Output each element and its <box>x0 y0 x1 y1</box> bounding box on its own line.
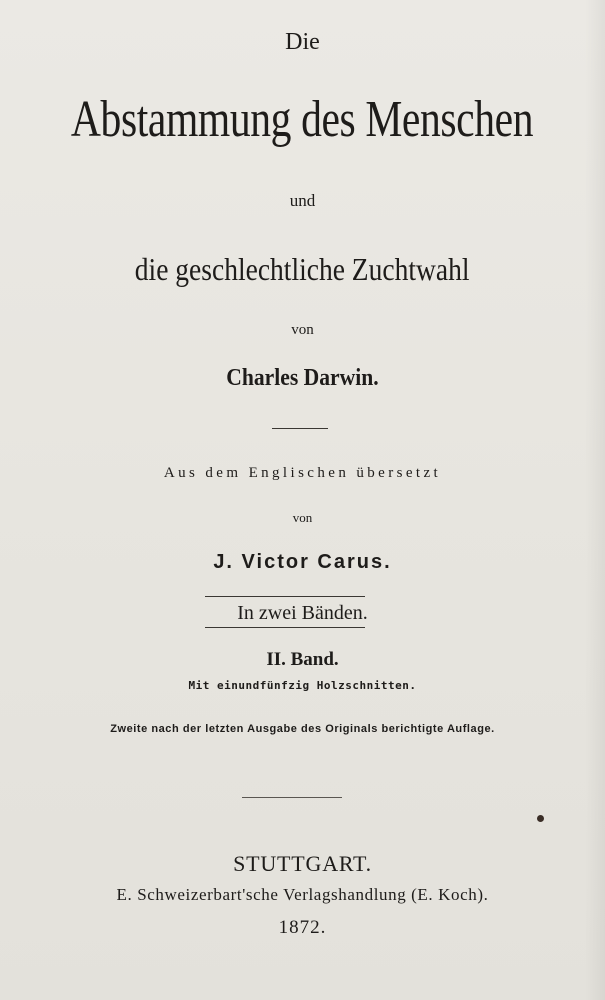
illustrations-note: Mit einundfünfzig Holzschnitten. <box>188 679 417 692</box>
ornamental-divider <box>242 797 342 798</box>
translation-note: Aus dem Englischen übersetzt <box>163 465 442 481</box>
translator-by-label: von <box>292 510 313 525</box>
main-title: Abstammung des Menschen <box>70 91 534 148</box>
volumes-note: In zwei Bänden. <box>237 602 368 624</box>
divider-rule <box>272 428 328 429</box>
publication-city: STUTTGART. <box>233 851 372 876</box>
author-name: Charles Darwin. <box>226 365 379 391</box>
page-edge-shadow <box>585 0 605 1000</box>
volumes-bottom-rule <box>205 627 365 628</box>
ink-spot <box>537 815 544 822</box>
volumes-top-rule <box>205 596 365 597</box>
subtitle: die geschlechtliche Zuchtwahl <box>134 251 470 287</box>
publication-year: 1872. <box>278 917 327 938</box>
publisher-name: E. Schweizerbart'sche Verlagshandlung (E. Koch). <box>116 885 489 904</box>
title-article: Die <box>285 29 320 55</box>
author-by-label: von <box>291 322 314 338</box>
title-conjunction: und <box>289 191 316 210</box>
translator-name: J. Victor Carus. <box>213 551 392 573</box>
edition-note: Zweite nach der letzten Ausgabe des Originals berichtigte Auflage. <box>110 723 495 735</box>
volume-label: II. Band. <box>266 649 339 670</box>
